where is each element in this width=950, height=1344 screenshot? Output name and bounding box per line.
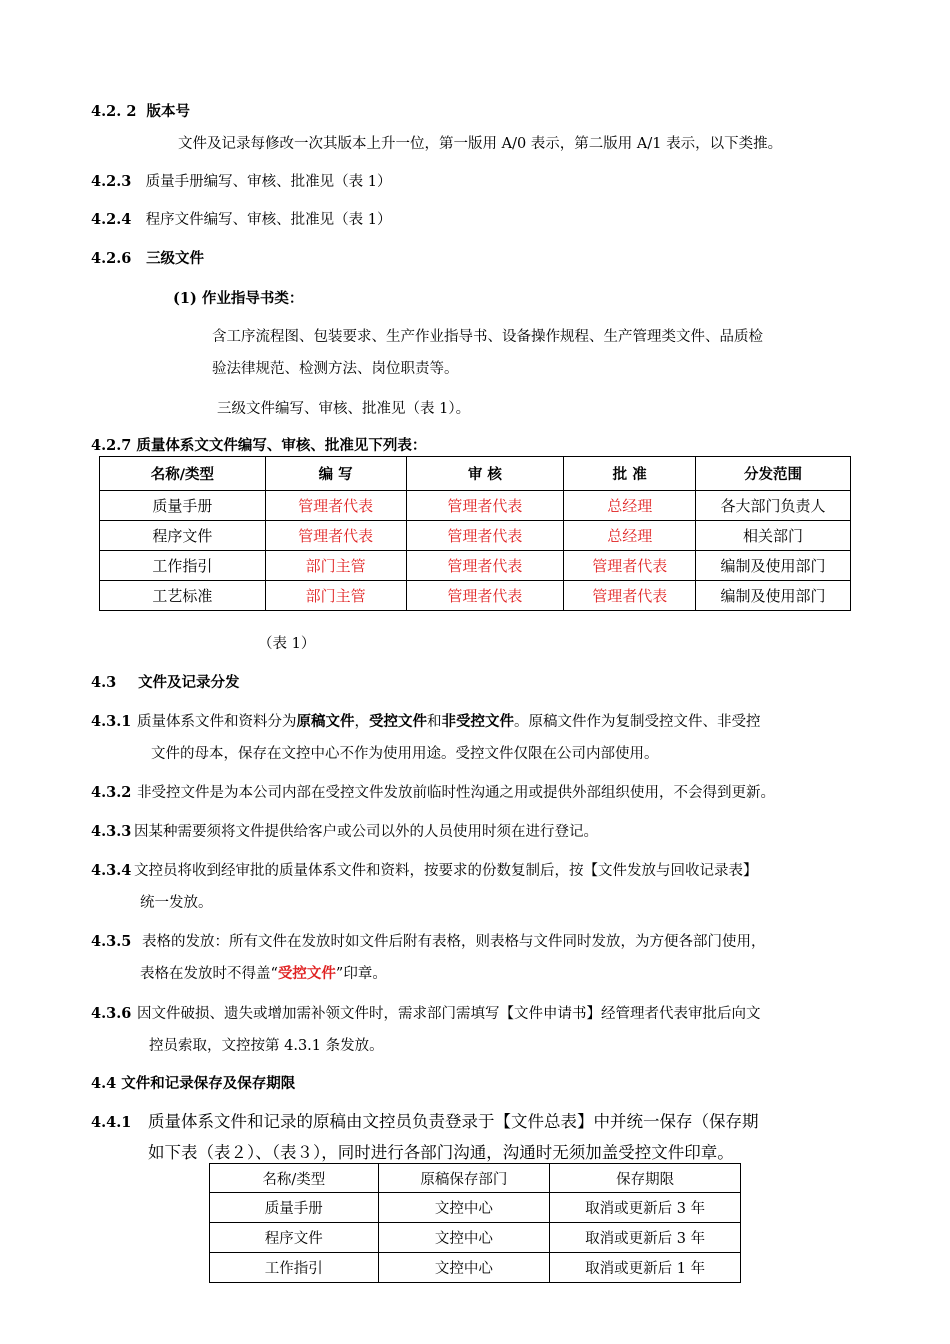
text-run: ”印章。 xyxy=(335,966,387,982)
section-4-3-5 xyxy=(91,930,766,951)
paragraph-line: 统一发放。 xyxy=(140,895,213,911)
table-cell: 文控中心 xyxy=(378,1223,550,1253)
table-cell: 取消或更新后 3 年 xyxy=(550,1193,741,1223)
section-number: 4.3.4 xyxy=(91,862,132,879)
text-run: 表格在发放时不得盖“ xyxy=(140,966,278,982)
table-cell: 编制及使用部门 xyxy=(696,581,851,611)
text-run: 和 xyxy=(427,714,442,730)
table-cell: 工艺标准 xyxy=(100,581,266,611)
section-text: 因文件破损、遗失或增加需补领文件时，需求部门需填写【文件申请书】经管理者代表审批后向文 xyxy=(137,1006,761,1022)
keyword-controlled-red: 受控文件 xyxy=(277,965,336,982)
table-cell: 管理者代表 xyxy=(406,551,564,581)
section-text: 质量体系文件和记录的原稿由文控员负责登录于【文件总表】中并统一保存（保存期 xyxy=(148,1112,759,1131)
section-number: 4.3 xyxy=(91,674,117,691)
section-4-3-6 xyxy=(91,1002,761,1023)
section-text: 文控员将收到经审批的质量体系文件和资料，按要求的份数复制后，按【文件发放与回收记录表】 xyxy=(134,863,758,879)
table-cell: 程序文件 xyxy=(100,521,266,551)
subsection-title: (1) 作业指导书类： xyxy=(173,290,304,307)
column-header: 分发范围 xyxy=(696,457,851,491)
approval-table xyxy=(99,456,851,611)
table-cell: 总经理 xyxy=(564,521,696,551)
retention-table xyxy=(209,1163,741,1283)
section-4-2-4 xyxy=(91,208,391,229)
table-cell: 文控中心 xyxy=(378,1253,550,1283)
section-number: 4.3.2 xyxy=(91,784,132,801)
table-cell: 取消或更新后 1 年 xyxy=(550,1253,741,1283)
section-4-2-2-heading xyxy=(91,100,190,121)
paragraph: 文件及记录每修改一次其版本上升一位，第一版用 A/0 表示，第二版用 A/1 表示，以下类推。 xyxy=(178,136,783,152)
table-row xyxy=(210,1193,741,1223)
table-cell: 部门主管 xyxy=(265,551,406,581)
section-4-4-1 xyxy=(91,1108,759,1132)
section-4-2-6-heading xyxy=(91,247,204,268)
section-4-2-7-heading: 4.2.7 质量体系文文件编写、审核、批准见下列表： xyxy=(91,437,427,454)
table-cell: 管理者代表 xyxy=(406,581,564,611)
table-header-row xyxy=(210,1164,741,1193)
table-cell: 各大部门负责人 xyxy=(696,491,851,521)
column-header: 名称/类型 xyxy=(210,1164,379,1193)
section-number: 4.2.3 xyxy=(91,173,132,190)
table-cell: 质量手册 xyxy=(100,491,266,521)
text-run: 质量体系文件和资料分为 xyxy=(137,714,297,730)
table-cell: 取消或更新后 3 年 xyxy=(550,1223,741,1253)
table-cell: 管理者代表 xyxy=(564,551,696,581)
section-number: 4.4.1 xyxy=(91,1114,132,1131)
table-cell: 管理者代表 xyxy=(406,491,564,521)
table-cell: 质量手册 xyxy=(210,1193,379,1223)
table-cell: 管理者代表 xyxy=(265,491,406,521)
table-row xyxy=(100,521,851,551)
table-cell: 管理者代表 xyxy=(265,521,406,551)
column-header: 批 准 xyxy=(564,457,696,491)
section-number: 4.3.6 xyxy=(91,1005,132,1022)
paragraph-line: 验法律规范、检测方法、岗位职责等。 xyxy=(212,361,459,377)
table-row xyxy=(100,581,851,611)
table-cell: 管理者代表 xyxy=(564,581,696,611)
keyword-original: 原稿文件 xyxy=(296,713,355,730)
section-number: 4.2.6 xyxy=(91,250,132,267)
table-cell: 管理者代表 xyxy=(406,521,564,551)
table-cell: 部门主管 xyxy=(265,581,406,611)
section-4-3-heading xyxy=(91,671,240,692)
section-title: 文件及记录分发 xyxy=(138,674,240,691)
table-cell: 程序文件 xyxy=(210,1223,379,1253)
table-caption: （表 1） xyxy=(258,636,316,652)
section-number: 4.3.5 xyxy=(91,933,132,950)
section-4-3-1 xyxy=(91,710,761,731)
table-row xyxy=(210,1253,741,1283)
text-run: 。原稿文件作为复制受控文件、非受控 xyxy=(514,714,761,730)
column-header: 编 写 xyxy=(265,457,406,491)
table-row xyxy=(100,491,851,521)
section-number: 4.2.4 xyxy=(91,211,132,228)
text-run: ， xyxy=(354,714,369,730)
section-4-4-heading: 4.4 文件和记录保存及保存期限 xyxy=(91,1075,296,1092)
table-cell: 工作指引 xyxy=(100,551,266,581)
table-cell: 总经理 xyxy=(564,491,696,521)
paragraph-line: 文件的母本，保存在文控中心不作为使用用途。受控文件仅限在公司内部使用。 xyxy=(151,746,659,762)
section-text: 质量手册编写、审核、批准见（表 1） xyxy=(145,174,392,190)
keyword-uncontrolled: 非受控文件 xyxy=(441,713,514,730)
paragraph-line xyxy=(140,962,387,983)
section-title: 三级文件 xyxy=(146,250,205,267)
table-cell: 编制及使用部门 xyxy=(696,551,851,581)
keyword-controlled: 受控文件 xyxy=(369,713,427,730)
section-text: 程序文件编写、审核、批准见（表 1） xyxy=(145,212,392,228)
section-4-2-3 xyxy=(91,170,391,191)
table-cell: 文控中心 xyxy=(378,1193,550,1223)
section-4-3-2 xyxy=(91,781,775,802)
section-4-3-3 xyxy=(91,820,598,841)
section-text: 非受控文件是为本公司内部在受控文件发放前临时性沟通之用或提供外部组织使用，不会得到更新。 xyxy=(137,785,775,801)
paragraph-line: 控员索取，文控按第 4.3.1 条发放。 xyxy=(149,1038,384,1054)
section-text: 表格的发放：所有文件在发放时如文件后附有表格，则表格与文件同时发放，为方便各部门使用， xyxy=(142,934,766,950)
section-4-3-4 xyxy=(91,859,758,880)
table-row xyxy=(210,1223,741,1253)
section-number: 4.2. 2 xyxy=(91,103,137,120)
table-header-row xyxy=(100,457,851,491)
column-header: 名称/类型 xyxy=(100,457,266,491)
section-number: 4.3.3 xyxy=(91,823,132,840)
table-cell: 相关部门 xyxy=(696,521,851,551)
paragraph-line: 如下表（表２）、（表３），同时进行各部门沟通，沟通时无须加盖受控文件印章。 xyxy=(148,1143,734,1162)
table-cell: 工作指引 xyxy=(210,1253,379,1283)
table-row xyxy=(100,551,851,581)
section-title: 版本号 xyxy=(146,103,191,120)
column-header: 保存期限 xyxy=(550,1164,741,1193)
column-header: 原稿保存部门 xyxy=(378,1164,550,1193)
paragraph-line: 三级文件编写、审核、批准见（表 1）。 xyxy=(217,401,471,417)
paragraph-line: 含工序流程图、包装要求、生产作业指导书、设备操作规程、生产管理类文件、品质检 xyxy=(212,329,763,345)
section-text: 因某种需要须将文件提供给客户或公司以外的人员使用时须在进行登记。 xyxy=(134,824,598,840)
column-header: 审 核 xyxy=(406,457,564,491)
section-number: 4.3.1 xyxy=(91,713,132,730)
